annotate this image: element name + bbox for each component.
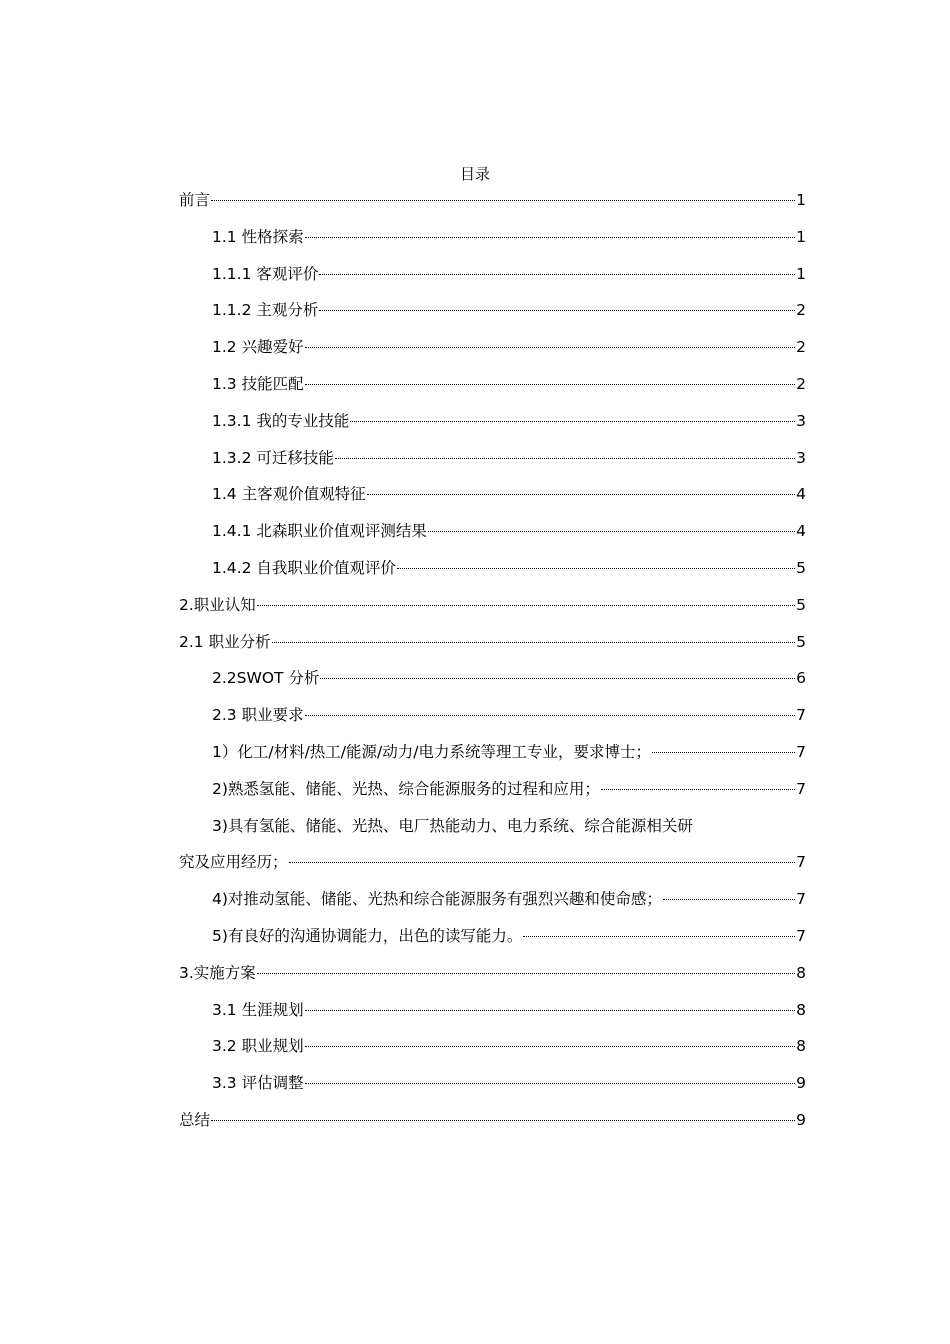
toc-page-number: 2 bbox=[796, 301, 806, 320]
toc-entry[interactable] bbox=[179, 260, 806, 297]
toc-page-number: 4 bbox=[796, 485, 806, 504]
toc-page-number: 3 bbox=[796, 411, 806, 430]
toc-page-number: 7 bbox=[796, 706, 806, 725]
toc-entry-label: 前言 bbox=[179, 191, 211, 209]
toc-leader-dots bbox=[652, 752, 795, 753]
toc-entry-label: 1.4 主客观价值观特征 bbox=[212, 485, 366, 504]
toc-leader-dots bbox=[663, 899, 795, 900]
toc-entry[interactable] bbox=[179, 922, 806, 959]
toc-entry[interactable] bbox=[179, 664, 806, 701]
toc-entry-label: 4)对推动氢能、储能、光热和综合能源服务有强烈兴趣和使命感； bbox=[212, 890, 662, 909]
toc-entry[interactable] bbox=[179, 444, 806, 481]
toc-entry-label: 1.3.1 我的专业技能 bbox=[212, 411, 350, 430]
toc-leader-dots bbox=[305, 1046, 796, 1047]
toc-entry-label: 究及应用经历； bbox=[179, 853, 288, 872]
toc-list bbox=[179, 186, 806, 1143]
toc-entry[interactable] bbox=[179, 885, 806, 922]
toc-page-number: 1 bbox=[796, 191, 806, 209]
toc-page-number: 1 bbox=[796, 264, 806, 283]
toc-entry[interactable] bbox=[179, 407, 806, 444]
toc-leader-dots bbox=[257, 605, 795, 606]
toc-leader-dots bbox=[305, 1010, 796, 1011]
toc-entry[interactable] bbox=[179, 554, 806, 591]
toc-leader-dots bbox=[319, 310, 795, 311]
toc-page-number: 5 bbox=[796, 632, 806, 651]
toc-page-number: 7 bbox=[796, 742, 806, 761]
toc-entry-label: 1.1.2 主观分析 bbox=[212, 301, 319, 320]
toc-page-number: 7 bbox=[796, 890, 806, 909]
toc-entry-label: 1.4.2 自我职业价值观评价 bbox=[212, 558, 396, 577]
toc-entry[interactable] bbox=[179, 996, 806, 1033]
toc-leader-dots bbox=[257, 973, 795, 974]
toc-entry-label: 2.2SWOT 分析 bbox=[212, 669, 320, 688]
toc-page-number: 9 bbox=[796, 1110, 806, 1129]
toc-entry-label: 3)具有氢能、储能、光热、电厂热能动力、电力系统、综合能源相关研 bbox=[212, 816, 693, 835]
toc-leader-dots bbox=[305, 384, 796, 385]
toc-leader-dots bbox=[305, 347, 796, 348]
toc-leader-dots bbox=[397, 568, 795, 569]
toc-entry-label: 1.3.2 可迁移技能 bbox=[212, 448, 334, 467]
toc-leader-dots bbox=[305, 237, 796, 238]
toc-leader-dots bbox=[305, 1083, 796, 1084]
toc-page-number: 2 bbox=[796, 374, 806, 393]
toc-entry[interactable] bbox=[179, 296, 806, 333]
toc-page-number: 4 bbox=[796, 522, 806, 541]
toc-entry-label: 1.2 兴趣爱好 bbox=[212, 338, 304, 357]
toc-entry-label: 2.1 职业分析 bbox=[179, 632, 271, 651]
toc-leader-dots bbox=[272, 642, 796, 643]
toc-entry-label: 5)有良好的沟通协调能力，出色的读写能力。 bbox=[212, 926, 523, 945]
toc-leader-dots bbox=[305, 715, 796, 716]
toc-entry-label: 1.1.1 客观评价 bbox=[212, 264, 319, 283]
toc-entry-label: 1）化工/材料/热工/能源/动力/电力系统等理工专业，要求博士； bbox=[212, 742, 651, 761]
toc-entry[interactable] bbox=[179, 738, 806, 775]
toc-entry-label: 2.3 职业要求 bbox=[212, 706, 304, 725]
toc-leader-dots bbox=[320, 678, 795, 679]
toc-page-number: 7 bbox=[796, 779, 806, 798]
toc-entry-label: 2)熟悉氢能、储能、光热、综合能源服务的过程和应用； bbox=[212, 779, 600, 798]
toc-leader-dots bbox=[211, 1120, 795, 1121]
toc-leader-dots bbox=[428, 531, 795, 532]
toc-page-number: 3 bbox=[796, 448, 806, 467]
toc-page-number: 6 bbox=[796, 669, 806, 688]
toc-entry[interactable] bbox=[179, 223, 806, 260]
toc-entry[interactable] bbox=[179, 1106, 806, 1143]
toc-entry[interactable] bbox=[179, 186, 806, 223]
toc-page-number: 7 bbox=[796, 853, 806, 872]
toc-entry-wrapped[interactable] bbox=[179, 812, 806, 886]
toc-page-number: 2 bbox=[796, 338, 806, 357]
toc-leader-dots bbox=[289, 862, 796, 863]
toc-entry[interactable] bbox=[179, 333, 806, 370]
toc-entry-label: 1.1 性格探索 bbox=[212, 227, 304, 246]
toc-leader-dots bbox=[211, 200, 795, 201]
toc-entry[interactable] bbox=[179, 1032, 806, 1069]
toc-title: 目录 bbox=[459, 165, 490, 183]
toc-entry[interactable] bbox=[179, 628, 806, 665]
toc-page-number: 1 bbox=[796, 227, 806, 246]
toc-page-number: 8 bbox=[796, 1000, 806, 1019]
toc-entry-label: 3.3 评估调整 bbox=[212, 1074, 304, 1093]
toc-entry[interactable] bbox=[179, 1069, 806, 1106]
toc-page-number: 8 bbox=[796, 963, 806, 982]
toc-leader-dots bbox=[335, 458, 795, 459]
toc-leader-dots bbox=[523, 936, 795, 937]
toc-page-number: 5 bbox=[796, 595, 806, 614]
toc-entry-label: 3.1 生涯规划 bbox=[212, 1000, 304, 1019]
toc-entry-label: 3.2 职业规划 bbox=[212, 1037, 304, 1056]
toc-leader-dots bbox=[367, 494, 796, 495]
toc-entry-label: 总结 bbox=[179, 1110, 211, 1129]
toc-entry-line bbox=[179, 849, 806, 886]
toc-leader-dots bbox=[601, 789, 795, 790]
toc-page-number: 7 bbox=[796, 926, 806, 945]
toc-entry-label: 1.4.1 北森职业价值观评测结果 bbox=[212, 522, 427, 541]
toc-entry[interactable] bbox=[179, 370, 806, 407]
toc-leader-dots bbox=[319, 274, 795, 275]
toc-entry-label: 2.职业认知 bbox=[179, 595, 256, 614]
toc-page-number: 5 bbox=[796, 558, 806, 577]
toc-page-number: 9 bbox=[796, 1074, 806, 1093]
toc-entry[interactable] bbox=[179, 775, 806, 812]
toc-entry-label: 3.实施方案 bbox=[179, 963, 256, 982]
toc-leader-dots bbox=[350, 421, 795, 422]
toc-entry[interactable] bbox=[179, 959, 806, 996]
toc-entry[interactable] bbox=[179, 591, 806, 628]
toc-entry[interactable] bbox=[179, 701, 806, 738]
toc-page-number: 8 bbox=[796, 1037, 806, 1056]
toc-entry[interactable] bbox=[179, 480, 806, 517]
toc-entry-label: 1.3 技能匹配 bbox=[212, 374, 304, 393]
toc-entry[interactable] bbox=[179, 517, 806, 554]
